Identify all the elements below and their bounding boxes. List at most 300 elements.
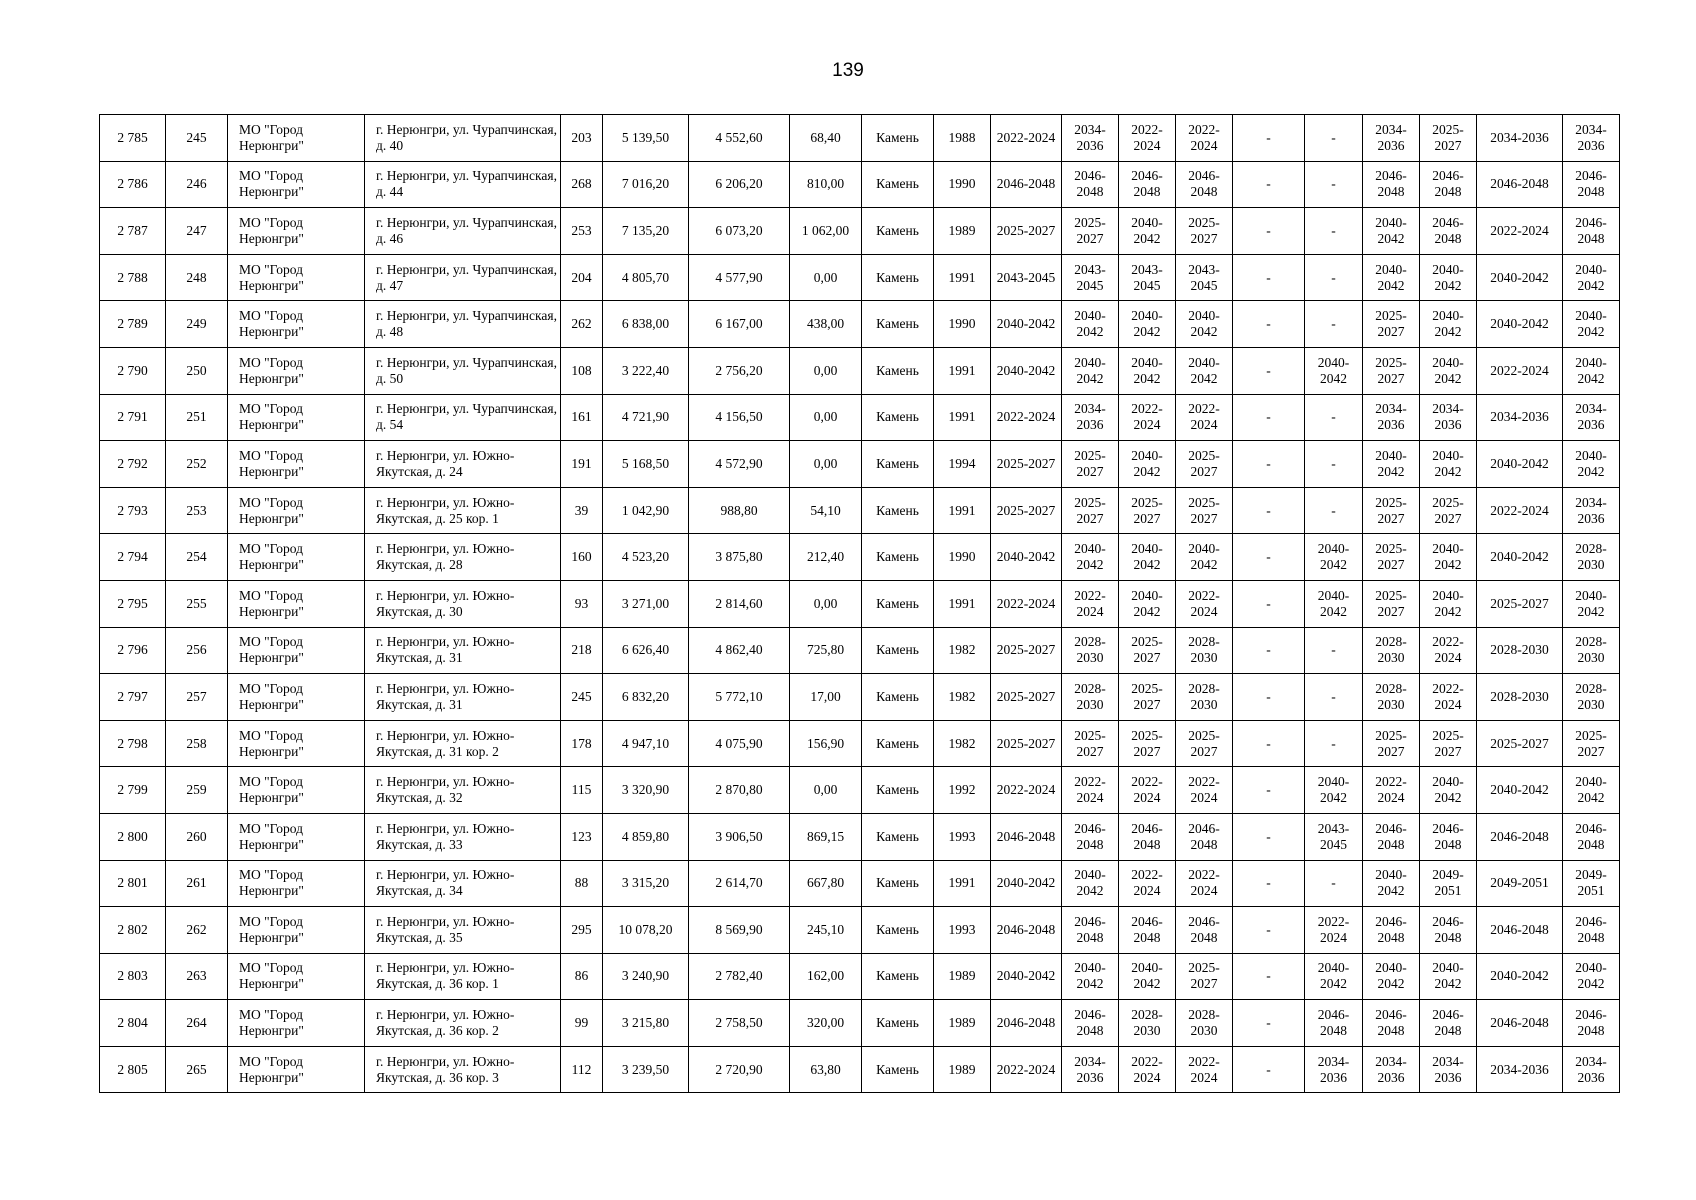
cell-period-roof: 2040-2042 xyxy=(991,301,1062,348)
cell-period-heat: 2034-2036 xyxy=(1363,115,1420,162)
cell-period-roof: 2022-2024 xyxy=(991,767,1062,814)
cell-period-water: 2046-2048 xyxy=(1420,907,1477,954)
cell-period-water: 2040-2042 xyxy=(1420,301,1477,348)
cell-period-heat: 2025-2027 xyxy=(1363,580,1420,627)
cell-living-area: 2 614,70 xyxy=(689,860,790,907)
cell-nonresidential-area: 0,00 xyxy=(790,394,862,441)
cell-period-gas: 2049-2051 xyxy=(1563,860,1620,907)
cell-period-heat: 2040-2042 xyxy=(1363,953,1420,1000)
cell-living-area: 4 862,40 xyxy=(689,627,790,674)
cell-period-facade: 2028-2030 xyxy=(1062,674,1119,721)
cell-period-basement: - xyxy=(1305,301,1363,348)
cell-period-engineering: 2025-2027 xyxy=(1176,953,1233,1000)
cell-period-gas: 2028-2030 xyxy=(1563,627,1620,674)
cell-wall-material: Камень xyxy=(862,347,934,394)
cell-total-area: 4 947,10 xyxy=(603,720,689,767)
cell-total-area: 6 832,20 xyxy=(603,674,689,721)
cell-period-heat: 2034-2036 xyxy=(1363,394,1420,441)
cell-period-foundation: 2040-2042 xyxy=(1119,301,1176,348)
cell-wall-material: Камень xyxy=(862,1046,934,1093)
cell-address: г. Нерюнгри, ул. Южно-Якутская, д. 24 xyxy=(365,441,561,488)
cell-object-number: 252 xyxy=(166,441,228,488)
cell-living-area: 6 206,20 xyxy=(689,161,790,208)
cell-total-area: 5 139,50 xyxy=(603,115,689,162)
cell-period-foundation: 2046-2048 xyxy=(1119,813,1176,860)
cell-period-elevator: - xyxy=(1233,208,1305,255)
cell-total-area: 4 523,20 xyxy=(603,534,689,581)
cell-residents: 178 xyxy=(561,720,603,767)
cell-object-number: 245 xyxy=(166,115,228,162)
cell-row-number: 2 803 xyxy=(100,953,166,1000)
table-row xyxy=(100,254,1620,301)
cell-total-area: 7 016,20 xyxy=(603,161,689,208)
cell-object-number: 259 xyxy=(166,767,228,814)
cell-nonresidential-area: 212,40 xyxy=(790,534,862,581)
cell-period-heat: 2028-2030 xyxy=(1363,674,1420,721)
cell-nonresidential-area: 162,00 xyxy=(790,953,862,1000)
cell-period-elevator: - xyxy=(1233,254,1305,301)
cell-period-heat: 2040-2042 xyxy=(1363,208,1420,255)
cell-row-number: 2 794 xyxy=(100,534,166,581)
cell-build-year: 1990 xyxy=(934,534,991,581)
cell-period-engineering: 2022-2024 xyxy=(1176,115,1233,162)
cell-period-foundation: 2046-2048 xyxy=(1119,907,1176,954)
cell-period-basement: 2046-2048 xyxy=(1305,1000,1363,1047)
cell-address: г. Нерюнгри, ул. Южно-Якутская, д. 36 кор. 1 xyxy=(365,953,561,1000)
cell-wall-material: Камень xyxy=(862,254,934,301)
cell-period-basement: 2034-2036 xyxy=(1305,1046,1363,1093)
cell-build-year: 1982 xyxy=(934,627,991,674)
cell-total-area: 6 626,40 xyxy=(603,627,689,674)
cell-period-basement: - xyxy=(1305,208,1363,255)
cell-nonresidential-area: 245,10 xyxy=(790,907,862,954)
cell-object-number: 248 xyxy=(166,254,228,301)
cell-residents: 123 xyxy=(561,813,603,860)
cell-total-area: 3 240,90 xyxy=(603,953,689,1000)
table-row xyxy=(100,208,1620,255)
cell-period-roof: 2040-2042 xyxy=(991,953,1062,1000)
cell-period-heat: 2040-2042 xyxy=(1363,441,1420,488)
cell-object-number: 262 xyxy=(166,907,228,954)
table-row xyxy=(100,953,1620,1000)
cell-period-foundation: 2043-2045 xyxy=(1119,254,1176,301)
cell-period-basement: 2040-2042 xyxy=(1305,767,1363,814)
cell-row-number: 2 795 xyxy=(100,580,166,627)
cell-build-year: 1991 xyxy=(934,860,991,907)
cell-residents: 268 xyxy=(561,161,603,208)
cell-total-area: 7 135,20 xyxy=(603,208,689,255)
cell-period-gas: 2040-2042 xyxy=(1563,767,1620,814)
cell-period-foundation: 2028-2030 xyxy=(1119,1000,1176,1047)
cell-total-area: 4 721,90 xyxy=(603,394,689,441)
cell-period-foundation: 2025-2027 xyxy=(1119,720,1176,767)
cell-period-power: 2040-2042 xyxy=(1477,767,1563,814)
cell-period-gas: 2028-2030 xyxy=(1563,674,1620,721)
cell-residents: 88 xyxy=(561,860,603,907)
cell-period-facade: 2040-2042 xyxy=(1062,301,1119,348)
cell-wall-material: Камень xyxy=(862,1000,934,1047)
table-row xyxy=(100,487,1620,534)
cell-object-number: 250 xyxy=(166,347,228,394)
cell-period-heat: 2046-2048 xyxy=(1363,907,1420,954)
cell-object-number: 260 xyxy=(166,813,228,860)
cell-object-number: 253 xyxy=(166,487,228,534)
cell-period-water: 2040-2042 xyxy=(1420,534,1477,581)
cell-period-heat: 2034-2036 xyxy=(1363,1046,1420,1093)
cell-period-heat: 2040-2042 xyxy=(1363,860,1420,907)
cell-residents: 218 xyxy=(561,627,603,674)
cell-living-area: 4 577,90 xyxy=(689,254,790,301)
cell-build-year: 1989 xyxy=(934,208,991,255)
table-row xyxy=(100,720,1620,767)
cell-build-year: 1991 xyxy=(934,580,991,627)
cell-nonresidential-area: 810,00 xyxy=(790,161,862,208)
cell-period-elevator: - xyxy=(1233,907,1305,954)
cell-period-roof: 2046-2048 xyxy=(991,813,1062,860)
cell-period-water: 2040-2042 xyxy=(1420,441,1477,488)
cell-address: г. Нерюнгри, ул. Южно-Якутская, д. 32 xyxy=(365,767,561,814)
cell-period-basement: 2040-2042 xyxy=(1305,953,1363,1000)
cell-period-water: 2040-2042 xyxy=(1420,953,1477,1000)
cell-residents: 99 xyxy=(561,1000,603,1047)
cell-residents: 108 xyxy=(561,347,603,394)
housing-registry-table xyxy=(99,114,1620,1093)
cell-period-foundation: 2040-2042 xyxy=(1119,534,1176,581)
cell-living-area: 5 772,10 xyxy=(689,674,790,721)
cell-period-basement: - xyxy=(1305,487,1363,534)
cell-living-area: 6 167,00 xyxy=(689,301,790,348)
cell-period-water: 2046-2048 xyxy=(1420,813,1477,860)
cell-nonresidential-area: 667,80 xyxy=(790,860,862,907)
cell-period-elevator: - xyxy=(1233,441,1305,488)
cell-living-area: 2 720,90 xyxy=(689,1046,790,1093)
cell-period-basement: 2022-2024 xyxy=(1305,907,1363,954)
cell-address: г. Нерюнгри, ул. Южно-Якутская, д. 36 кор. 2 xyxy=(365,1000,561,1047)
cell-wall-material: Камень xyxy=(862,860,934,907)
cell-period-engineering: 2025-2027 xyxy=(1176,487,1233,534)
cell-period-basement: - xyxy=(1305,394,1363,441)
cell-nonresidential-area: 17,00 xyxy=(790,674,862,721)
cell-period-elevator: - xyxy=(1233,161,1305,208)
cell-period-gas: 2046-2048 xyxy=(1563,813,1620,860)
cell-period-engineering: 2022-2024 xyxy=(1176,1046,1233,1093)
cell-total-area: 6 838,00 xyxy=(603,301,689,348)
cell-row-number: 2 802 xyxy=(100,907,166,954)
table-row xyxy=(100,301,1620,348)
cell-period-basement: 2040-2042 xyxy=(1305,580,1363,627)
cell-object-number: 247 xyxy=(166,208,228,255)
cell-period-water: 2025-2027 xyxy=(1420,115,1477,162)
cell-period-power: 2040-2042 xyxy=(1477,534,1563,581)
cell-period-roof: 2025-2027 xyxy=(991,487,1062,534)
table-row xyxy=(100,860,1620,907)
cell-period-power: 2046-2048 xyxy=(1477,161,1563,208)
cell-period-foundation: 2025-2027 xyxy=(1119,487,1176,534)
cell-municipality: МО "Город Нерюнгри" xyxy=(228,161,365,208)
cell-total-area: 1 042,90 xyxy=(603,487,689,534)
table-row xyxy=(100,115,1620,162)
cell-address: г. Нерюнгри, ул. Чурапчинская, д. 54 xyxy=(365,394,561,441)
cell-period-gas: 2046-2048 xyxy=(1563,161,1620,208)
cell-object-number: 249 xyxy=(166,301,228,348)
cell-nonresidential-area: 438,00 xyxy=(790,301,862,348)
cell-period-facade: 2028-2030 xyxy=(1062,627,1119,674)
cell-period-roof: 2022-2024 xyxy=(991,115,1062,162)
cell-residents: 161 xyxy=(561,394,603,441)
cell-address: г. Нерюнгри, ул. Южно-Якутская, д. 31 кор. 2 xyxy=(365,720,561,767)
table-row xyxy=(100,441,1620,488)
cell-nonresidential-area: 156,90 xyxy=(790,720,862,767)
cell-nonresidential-area: 0,00 xyxy=(790,254,862,301)
cell-build-year: 1982 xyxy=(934,720,991,767)
cell-total-area: 3 239,50 xyxy=(603,1046,689,1093)
cell-total-area: 3 222,40 xyxy=(603,347,689,394)
cell-period-basement: - xyxy=(1305,627,1363,674)
cell-period-facade: 2025-2027 xyxy=(1062,720,1119,767)
cell-period-heat: 2025-2027 xyxy=(1363,347,1420,394)
cell-period-water: 2022-2024 xyxy=(1420,627,1477,674)
cell-period-engineering: 2028-2030 xyxy=(1176,674,1233,721)
cell-period-roof: 2040-2042 xyxy=(991,347,1062,394)
cell-municipality: МО "Город Нерюнгри" xyxy=(228,394,365,441)
table-row xyxy=(100,347,1620,394)
cell-wall-material: Камень xyxy=(862,208,934,255)
cell-nonresidential-area: 63,80 xyxy=(790,1046,862,1093)
cell-wall-material: Камень xyxy=(862,720,934,767)
cell-period-water: 2022-2024 xyxy=(1420,674,1477,721)
cell-build-year: 1991 xyxy=(934,254,991,301)
cell-row-number: 2 798 xyxy=(100,720,166,767)
cell-period-power: 2049-2051 xyxy=(1477,860,1563,907)
cell-period-foundation: 2022-2024 xyxy=(1119,860,1176,907)
cell-address: г. Нерюнгри, ул. Чурапчинская, д. 47 xyxy=(365,254,561,301)
cell-address: г. Нерюнгри, ул. Чурапчинская, д. 50 xyxy=(365,347,561,394)
cell-period-gas: 2034-2036 xyxy=(1563,394,1620,441)
cell-wall-material: Камень xyxy=(862,674,934,721)
cell-period-engineering: 2043-2045 xyxy=(1176,254,1233,301)
cell-wall-material: Камень xyxy=(862,115,934,162)
cell-wall-material: Камень xyxy=(862,441,934,488)
cell-period-elevator: - xyxy=(1233,720,1305,767)
cell-address: г. Нерюнгри, ул. Южно-Якутская, д. 35 xyxy=(365,907,561,954)
cell-municipality: МО "Город Нерюнгри" xyxy=(228,907,365,954)
cell-residents: 191 xyxy=(561,441,603,488)
cell-period-gas: 2025-2027 xyxy=(1563,720,1620,767)
cell-period-roof: 2040-2042 xyxy=(991,534,1062,581)
cell-wall-material: Камень xyxy=(862,767,934,814)
cell-period-gas: 2040-2042 xyxy=(1563,953,1620,1000)
cell-object-number: 251 xyxy=(166,394,228,441)
cell-period-roof: 2046-2048 xyxy=(991,907,1062,954)
cell-municipality: МО "Город Нерюнгри" xyxy=(228,441,365,488)
cell-period-roof: 2046-2048 xyxy=(991,1000,1062,1047)
cell-municipality: МО "Город Нерюнгри" xyxy=(228,347,365,394)
cell-object-number: 256 xyxy=(166,627,228,674)
cell-residents: 160 xyxy=(561,534,603,581)
cell-nonresidential-area: 0,00 xyxy=(790,347,862,394)
cell-period-facade: 2025-2027 xyxy=(1062,487,1119,534)
cell-period-water: 2046-2048 xyxy=(1420,1000,1477,1047)
cell-period-engineering: 2040-2042 xyxy=(1176,534,1233,581)
cell-address: г. Нерюнгри, ул. Южно-Якутская, д. 28 xyxy=(365,534,561,581)
cell-period-power: 2028-2030 xyxy=(1477,674,1563,721)
cell-object-number: 263 xyxy=(166,953,228,1000)
cell-living-area: 6 073,20 xyxy=(689,208,790,255)
table-row xyxy=(100,674,1620,721)
cell-municipality: МО "Город Нерюнгри" xyxy=(228,860,365,907)
cell-period-basement: - xyxy=(1305,115,1363,162)
cell-municipality: МО "Город Нерюнгри" xyxy=(228,767,365,814)
cell-residents: 204 xyxy=(561,254,603,301)
cell-row-number: 2 805 xyxy=(100,1046,166,1093)
cell-period-foundation: 2022-2024 xyxy=(1119,1046,1176,1093)
cell-nonresidential-area: 0,00 xyxy=(790,767,862,814)
cell-period-gas: 2046-2048 xyxy=(1563,1000,1620,1047)
cell-period-facade: 2040-2042 xyxy=(1062,953,1119,1000)
cell-period-engineering: 2022-2024 xyxy=(1176,860,1233,907)
cell-period-water: 2034-2036 xyxy=(1420,1046,1477,1093)
cell-period-power: 2022-2024 xyxy=(1477,487,1563,534)
cell-period-foundation: 2040-2042 xyxy=(1119,441,1176,488)
cell-period-power: 2022-2024 xyxy=(1477,347,1563,394)
cell-address: г. Нерюнгри, ул. Южно-Якутская, д. 30 xyxy=(365,580,561,627)
cell-period-foundation: 2040-2042 xyxy=(1119,347,1176,394)
cell-nonresidential-area: 1 062,00 xyxy=(790,208,862,255)
cell-period-power: 2034-2036 xyxy=(1477,1046,1563,1093)
cell-period-engineering: 2028-2030 xyxy=(1176,1000,1233,1047)
cell-period-power: 2046-2048 xyxy=(1477,1000,1563,1047)
cell-address: г. Нерюнгри, ул. Чурапчинская, д. 44 xyxy=(365,161,561,208)
cell-period-power: 2040-2042 xyxy=(1477,254,1563,301)
cell-period-water: 2040-2042 xyxy=(1420,767,1477,814)
cell-period-power: 2028-2030 xyxy=(1477,627,1563,674)
cell-nonresidential-area: 68,40 xyxy=(790,115,862,162)
cell-residents: 93 xyxy=(561,580,603,627)
cell-address: г. Нерюнгри, ул. Чурапчинская, д. 48 xyxy=(365,301,561,348)
cell-period-heat: 2025-2027 xyxy=(1363,534,1420,581)
cell-period-foundation: 2040-2042 xyxy=(1119,953,1176,1000)
cell-living-area: 4 572,90 xyxy=(689,441,790,488)
cell-municipality: МО "Город Нерюнгри" xyxy=(228,813,365,860)
cell-period-heat: 2025-2027 xyxy=(1363,487,1420,534)
cell-period-engineering: 2025-2027 xyxy=(1176,441,1233,488)
cell-period-facade: 2046-2048 xyxy=(1062,1000,1119,1047)
cell-build-year: 1994 xyxy=(934,441,991,488)
cell-period-facade: 2040-2042 xyxy=(1062,860,1119,907)
cell-municipality: МО "Город Нерюнгри" xyxy=(228,208,365,255)
cell-period-power: 2040-2042 xyxy=(1477,301,1563,348)
cell-period-heat: 2046-2048 xyxy=(1363,161,1420,208)
cell-period-facade: 2022-2024 xyxy=(1062,580,1119,627)
cell-municipality: МО "Город Нерюнгри" xyxy=(228,953,365,1000)
cell-wall-material: Камень xyxy=(862,301,934,348)
cell-period-engineering: 2025-2027 xyxy=(1176,208,1233,255)
cell-row-number: 2 799 xyxy=(100,767,166,814)
cell-period-heat: 2025-2027 xyxy=(1363,301,1420,348)
cell-build-year: 1989 xyxy=(934,1000,991,1047)
cell-period-power: 2025-2027 xyxy=(1477,720,1563,767)
cell-period-engineering: 2025-2027 xyxy=(1176,720,1233,767)
cell-build-year: 1991 xyxy=(934,487,991,534)
cell-period-water: 2040-2042 xyxy=(1420,580,1477,627)
cell-period-foundation: 2022-2024 xyxy=(1119,115,1176,162)
cell-period-power: 2025-2027 xyxy=(1477,580,1563,627)
cell-period-heat: 2046-2048 xyxy=(1363,813,1420,860)
cell-build-year: 1988 xyxy=(934,115,991,162)
cell-address: г. Нерюнгри, ул. Южно-Якутская, д. 31 xyxy=(365,674,561,721)
cell-total-area: 3 271,00 xyxy=(603,580,689,627)
cell-row-number: 2 785 xyxy=(100,115,166,162)
cell-period-basement: 2040-2042 xyxy=(1305,534,1363,581)
cell-period-roof: 2025-2027 xyxy=(991,441,1062,488)
cell-period-elevator: - xyxy=(1233,1046,1305,1093)
cell-build-year: 1982 xyxy=(934,674,991,721)
cell-residents: 112 xyxy=(561,1046,603,1093)
cell-period-foundation: 2022-2024 xyxy=(1119,767,1176,814)
cell-period-gas: 2040-2042 xyxy=(1563,301,1620,348)
cell-wall-material: Камень xyxy=(862,580,934,627)
cell-period-gas: 2040-2042 xyxy=(1563,441,1620,488)
cell-period-water: 2025-2027 xyxy=(1420,487,1477,534)
cell-period-water: 2049-2051 xyxy=(1420,860,1477,907)
table-row xyxy=(100,580,1620,627)
cell-residents: 115 xyxy=(561,767,603,814)
cell-period-roof: 2025-2027 xyxy=(991,627,1062,674)
cell-residents: 262 xyxy=(561,301,603,348)
cell-municipality: МО "Город Нерюнгри" xyxy=(228,580,365,627)
cell-residents: 39 xyxy=(561,487,603,534)
cell-total-area: 3 315,20 xyxy=(603,860,689,907)
cell-period-elevator: - xyxy=(1233,347,1305,394)
cell-period-power: 2034-2036 xyxy=(1477,115,1563,162)
cell-period-gas: 2034-2036 xyxy=(1563,487,1620,534)
cell-living-area: 2 870,80 xyxy=(689,767,790,814)
cell-total-area: 4 859,80 xyxy=(603,813,689,860)
cell-address: г. Нерюнгри, ул. Южно-Якутская, д. 31 xyxy=(365,627,561,674)
cell-period-facade: 2034-2036 xyxy=(1062,115,1119,162)
cell-living-area: 4 156,50 xyxy=(689,394,790,441)
cell-total-area: 3 320,90 xyxy=(603,767,689,814)
cell-period-roof: 2043-2045 xyxy=(991,254,1062,301)
cell-build-year: 1990 xyxy=(934,301,991,348)
cell-period-gas: 2040-2042 xyxy=(1563,347,1620,394)
cell-nonresidential-area: 725,80 xyxy=(790,627,862,674)
cell-period-elevator: - xyxy=(1233,487,1305,534)
cell-object-number: 258 xyxy=(166,720,228,767)
cell-period-facade: 2046-2048 xyxy=(1062,907,1119,954)
cell-period-engineering: 2028-2030 xyxy=(1176,627,1233,674)
cell-address: г. Нерюнгри, ул. Южно-Якутская, д. 33 xyxy=(365,813,561,860)
table-row xyxy=(100,161,1620,208)
cell-period-facade: 2040-2042 xyxy=(1062,347,1119,394)
cell-period-water: 2046-2048 xyxy=(1420,208,1477,255)
cell-period-heat: 2025-2027 xyxy=(1363,720,1420,767)
cell-period-elevator: - xyxy=(1233,1000,1305,1047)
cell-address: г. Нерюнгри, ул. Южно-Якутская, д. 25 кор. 1 xyxy=(365,487,561,534)
cell-municipality: МО "Город Нерюнгри" xyxy=(228,534,365,581)
cell-nonresidential-area: 0,00 xyxy=(790,580,862,627)
cell-wall-material: Камень xyxy=(862,953,934,1000)
cell-row-number: 2 791 xyxy=(100,394,166,441)
cell-object-number: 265 xyxy=(166,1046,228,1093)
cell-nonresidential-area: 869,15 xyxy=(790,813,862,860)
cell-wall-material: Камень xyxy=(862,627,934,674)
cell-wall-material: Камень xyxy=(862,487,934,534)
cell-period-water: 2040-2042 xyxy=(1420,347,1477,394)
cell-address: г. Нерюнгри, ул. Чурапчинская, д. 40 xyxy=(365,115,561,162)
cell-total-area: 3 215,80 xyxy=(603,1000,689,1047)
cell-period-roof: 2040-2042 xyxy=(991,860,1062,907)
